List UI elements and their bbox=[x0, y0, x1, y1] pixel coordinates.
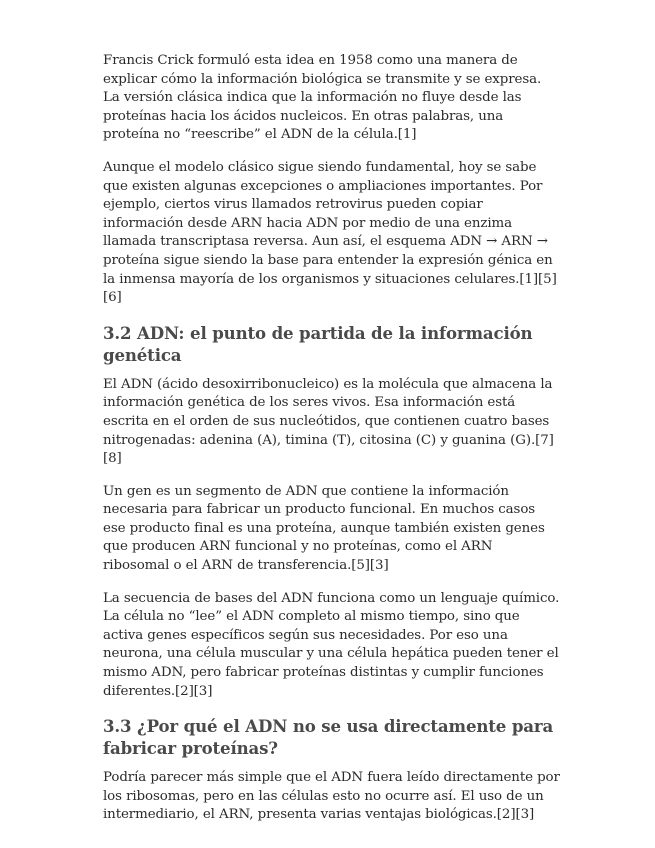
paragraph-gen-definition: Un gen es un segmento de ADN que contiene la información necesaria para fabricar un producto funcional. En muchos casos ese producto final es una proteína, aunque también existen genes que producen ARN funcional y no proteínas, como el ARN ribosomal o el ARN de transferencia.[5][3] bbox=[103, 483, 545, 574]
paragraph-adn-definition: El ADN (ácido desoxirribonucleico) es la molécula que almacena la información genética de los seres vivos. Esa información está escrita en el orden de sus nucleótidos, que contienen cuatro bases nitrogenadas: adenina (A), timina (T), citosina (C) y guanina (G).[7][8] bbox=[103, 376, 554, 467]
section-heading-3-3: 3.3 ¿Por qué el ADN no se usa directamente para fabricar proteínas? bbox=[103, 716, 554, 759]
document-page bbox=[103, 52, 561, 839]
paragraph-exceptions: Aunque el modelo clásico sigue siendo fundamental, hoy se sabe que existen algunas excepciones o ampliaciones importantes. Por ejemplo, ciertos virus llamados retrovirus pueden copiar información desde ARN hacia ADN por medio de una enzima llamada transcriptasa reversa. Aun así, el esquema ADN → ARN → proteína sigue siendo la base para entender la expresión génica en la inmensa mayoría de los organismos y situaciones celulares.[1][5][6] bbox=[103, 159, 557, 306]
section-heading-3-2: 3.2 ADN: el punto de partida de la información genética bbox=[103, 322, 533, 365]
paragraph-crick-idea: Francis Crick formuló esta idea en 1958 como una manera de explicar cómo la información biológica se transmite y se expresa. La versión clásica indica que la información no fluye desde las proteínas hacia los ácidos nucleicos. En otras palabras, una proteína no “reescribe” el ADN de la célula.[1] bbox=[103, 53, 542, 143]
paragraph-arn-intermediary: Podría parecer más simple que el ADN fuera leído directamente por los ribosomas, pero en las células esto no ocurre así. El uso de un intermediario, el ARN, presenta varias ventajas biológicas.[2][3] bbox=[103, 770, 560, 823]
paragraph-chemical-language: La secuencia de bases del ADN funciona como un lenguaje químico. La célula no “lee” el ADN completo al mismo tiempo, sino que activa genes específicos según sus necesidades. Por eso una neurona, una célula muscular y una célula hepática pueden tener el mismo ADN, pero fabricar proteínas distintas y cumplir funciones diferentes.[2][3] bbox=[103, 590, 560, 699]
